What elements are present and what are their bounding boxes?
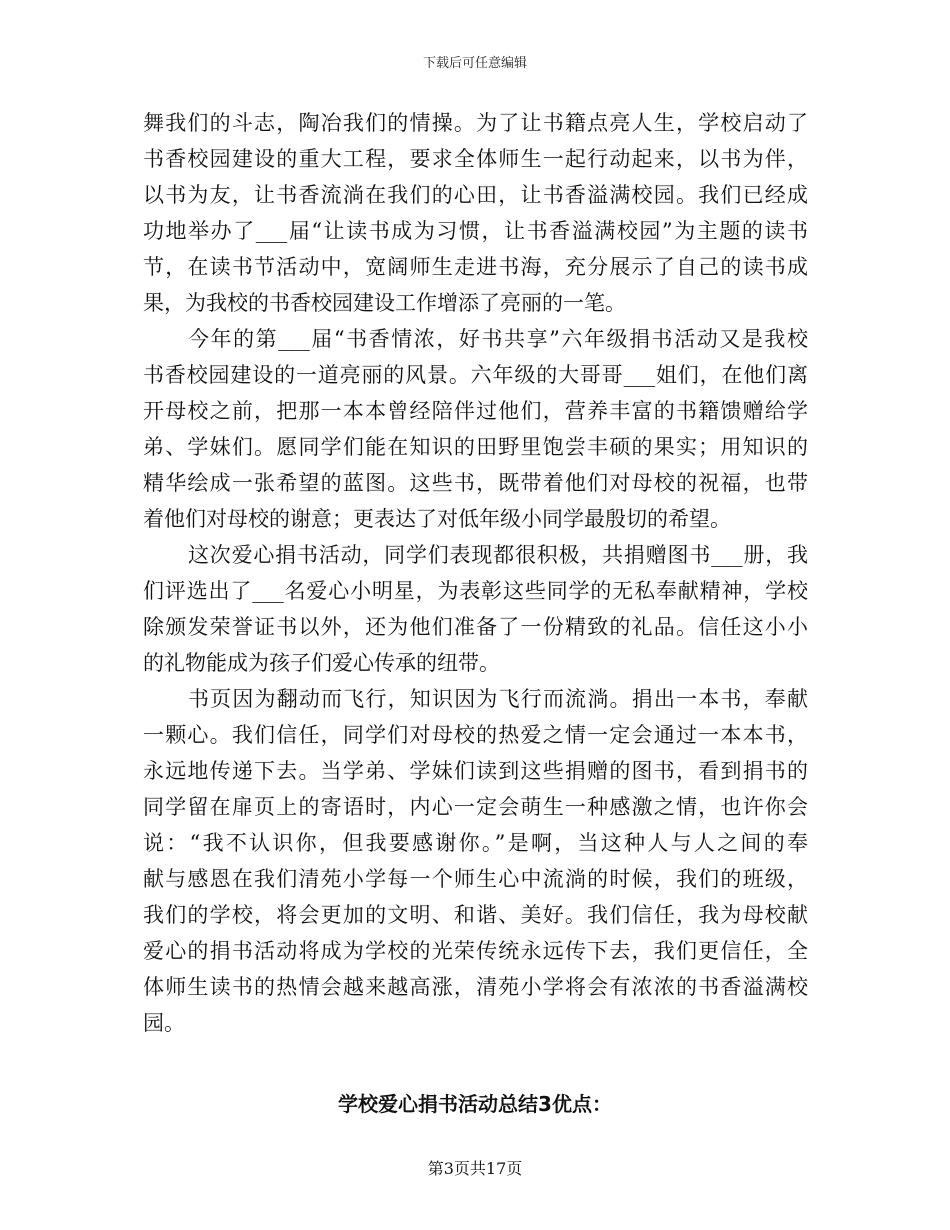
text-line: 说：“我不认识你，但我要感谢你。”是啊，当这种人与人之间的奉 bbox=[143, 831, 808, 855]
text-line: 功地举办了___届“让读书成为习惯，让书香溢满校园”为主题的读书 bbox=[143, 219, 808, 243]
paragraph-2 bbox=[143, 321, 808, 537]
paragraph-1 bbox=[143, 105, 808, 321]
page-header: 下载后可任意编辑 bbox=[422, 56, 527, 71]
text-line: 弟、学妹们。愿同学们能在知识的田野里饱尝丰硕的果实；用知识的 bbox=[143, 435, 808, 459]
text-line: 着他们对母校的谢意；更表达了对低年级小同学最殷切的希望。 bbox=[143, 507, 731, 531]
document-body bbox=[143, 105, 808, 1041]
text-line: 的礼物能成为孩子们爱心传承的纽带。 bbox=[143, 651, 500, 675]
text-line: 书香校园建设的一道亮丽的风景。六年级的大哥哥___姐们，在他们离 bbox=[143, 363, 808, 387]
text-line: 同学留在扉页上的寄语时，内心一定会萌生一种感激之情，也许你会 bbox=[143, 795, 808, 819]
text-line: 开母校之前，把那一本本曾经陪伴过他们，营养丰富的书籍馈赠给学 bbox=[143, 399, 808, 423]
text-line: 书页因为翻动而飞行，知识因为飞行而流淌。捐出一本书，奉献 bbox=[188, 687, 808, 711]
text-line: 爱心的捐书活动将成为学校的光荣传统永远传下去，我们更信任，全 bbox=[143, 939, 808, 963]
text-line: 园。 bbox=[143, 1011, 185, 1035]
text-line: 节，在读书节活动中，宽阔师生走进书海，充分展示了自己的读书成 bbox=[143, 255, 808, 279]
text-line: 书香校园建设的重大工程，要求全体师生一起行动起来，以书为伴， bbox=[143, 147, 808, 171]
text-line: 舞我们的斗志，陶冶我们的情操。为了让书籍点亮人生，学校启动了 bbox=[143, 111, 808, 135]
text-line: 这次爱心捐书活动，同学们表现都很积极，共捐赠图书___册，我 bbox=[188, 543, 808, 567]
text-line: 献与感恩在我们清苑小学每一个师生心中流淌的时候，我们的班级， bbox=[143, 867, 808, 891]
text-line: 我们的学校，将会更加的文明、和谐、美好。我们信任，我为母校献 bbox=[143, 903, 808, 927]
paragraph-4 bbox=[143, 681, 808, 1041]
text-line: 精华绘成一张希望的蓝图。这些书，既带着他们对母校的祝福，也带 bbox=[143, 471, 808, 495]
text-line: 一颗心。我们信任，同学们对母校的热爱之情一定会通过一本本书， bbox=[143, 723, 808, 747]
text-line: 们评选出了___名爱心小明星，为表彰这些同学的无私奉献精神，学校 bbox=[143, 579, 808, 603]
text-line: 今年的第___届“书香情浓，好书共享”六年级捐书活动又是我校 bbox=[188, 327, 808, 351]
text-line: 除颁发荣誉证书以外，还为他们准备了一份精致的礼品。信任这小小 bbox=[143, 615, 808, 639]
section-heading: 学校爱心捐书活动总结3优点： bbox=[338, 1092, 612, 1116]
text-line: 永远地传递下去。当学弟、学妹们读到这些捐赠的图书，看到捐书的 bbox=[143, 759, 808, 783]
paragraph-3 bbox=[143, 537, 808, 681]
text-line: 体师生读书的热情会越来越高涨，清苑小学将会有浓浓的书香溢满校 bbox=[143, 975, 808, 999]
text-line: 果，为我校的书香校园建设工作增添了亮丽的一笔。 bbox=[143, 291, 626, 315]
text-line: 以书为友，让书香流淌在我们的心田，让书香溢满校园。我们已经成 bbox=[143, 183, 808, 207]
page-footer: 第3页共17页 bbox=[427, 1159, 523, 1178]
